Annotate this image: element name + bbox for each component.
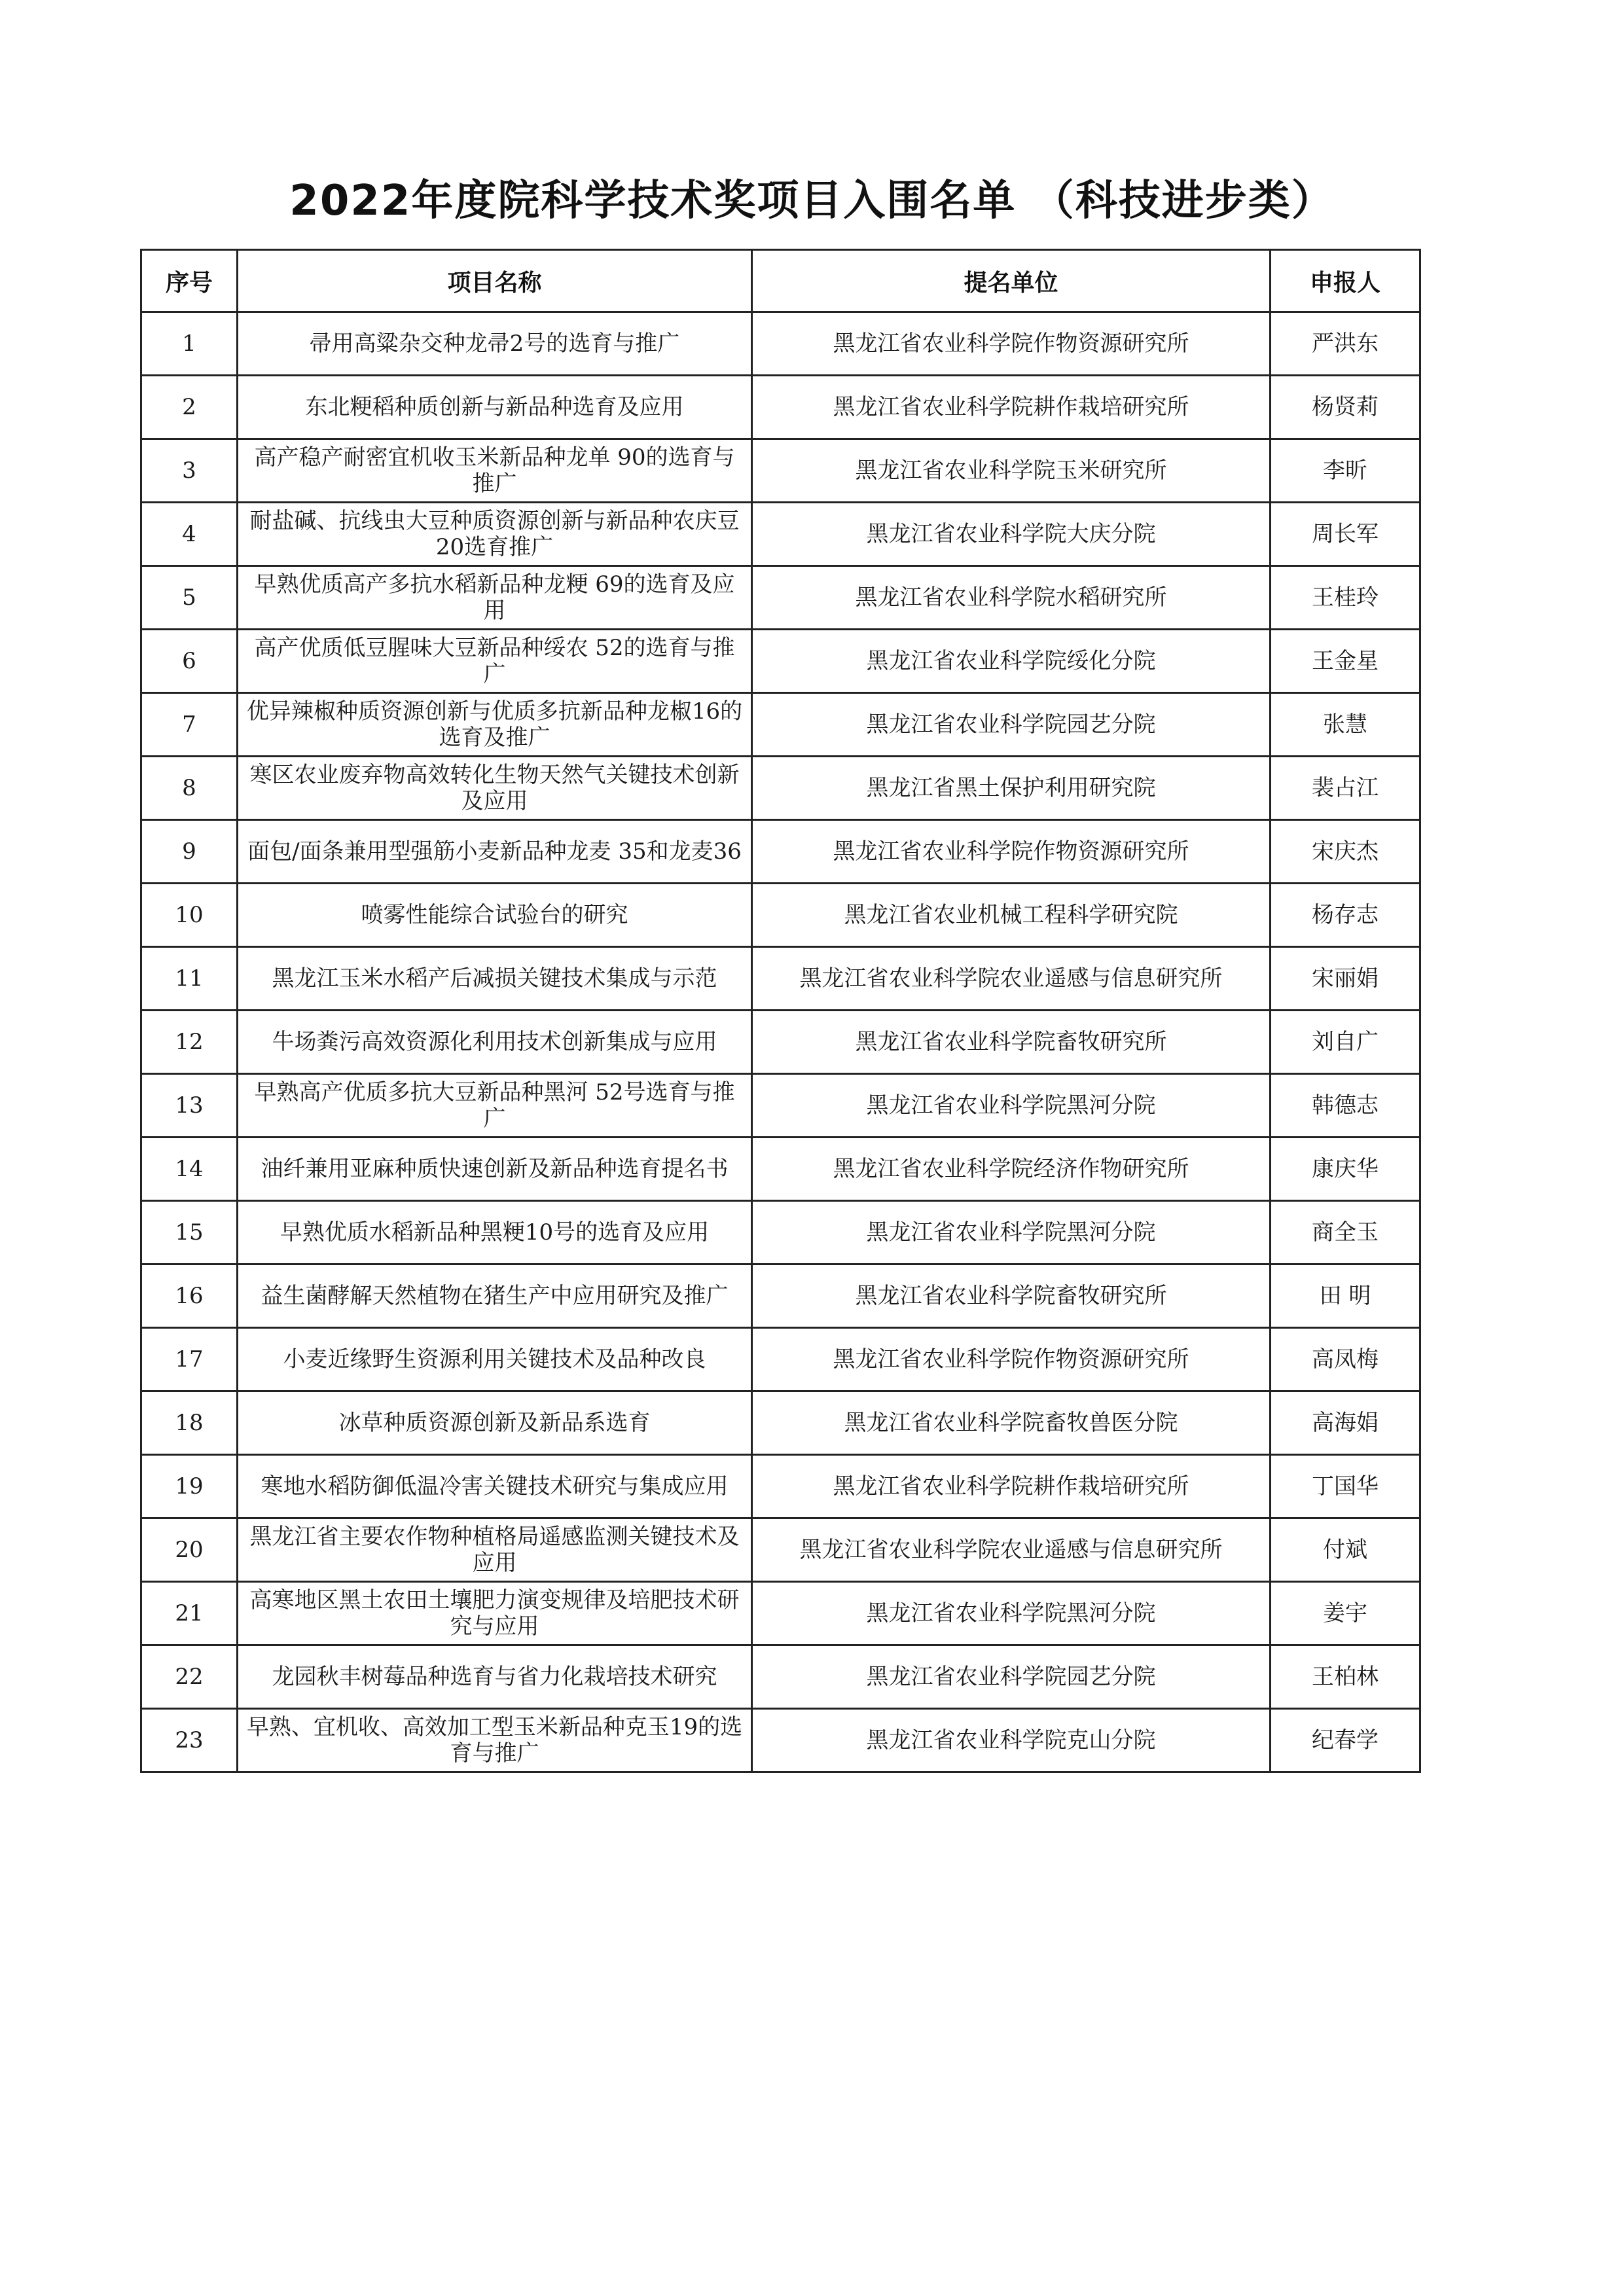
table-row	[141, 1328, 1420, 1391]
cell-unit: 黑龙江省农业机械工程科学研究院	[752, 884, 1271, 947]
cell-project: 寒区农业废弃物高效转化生物天然气关键技术创新及应用	[238, 757, 752, 820]
cell-project: 黑龙江玉米水稻产后减损关键技术集成与示范	[238, 947, 752, 1011]
cell-seq: 10	[141, 884, 238, 947]
cell-unit: 黑龙江省农业科学院作物资源研究所	[752, 312, 1271, 376]
cell-project: 高产稳产耐密宜机收玉米新品种龙单 90的选育与推广	[238, 439, 752, 503]
table-row	[141, 1391, 1420, 1455]
cell-unit: 黑龙江省农业科学院耕作栽培研究所	[752, 1455, 1271, 1518]
cell-seq: 7	[141, 693, 238, 757]
cell-unit: 黑龙江省黑土保护利用研究院	[752, 757, 1271, 820]
cell-applicant: 杨存志	[1271, 884, 1420, 947]
table-row	[141, 1138, 1420, 1201]
nominee-table	[140, 249, 1421, 1773]
cell-unit: 黑龙江省农业科学院作物资源研究所	[752, 820, 1271, 884]
cell-project: 高寒地区黑土农田土壤肥力演变规律及培肥技术研究与应用	[238, 1582, 752, 1645]
table-row	[141, 503, 1420, 566]
cell-project: 东北粳稻种质创新与新品种选育及应用	[238, 376, 752, 439]
cell-seq: 14	[141, 1138, 238, 1201]
cell-seq: 3	[141, 439, 238, 503]
cell-project: 帚用高粱杂交种龙帚2号的选育与推广	[238, 312, 752, 376]
cell-applicant: 田 明	[1271, 1265, 1420, 1328]
table-row	[141, 884, 1420, 947]
table-row	[141, 947, 1420, 1011]
header-unit: 提名单位	[752, 250, 1271, 312]
cell-applicant: 高海娟	[1271, 1391, 1420, 1455]
cell-project: 早熟高产优质多抗大豆新品种黑河 52号选育与推广	[238, 1074, 752, 1138]
cell-seq: 12	[141, 1011, 238, 1074]
cell-project: 面包/面条兼用型强筋小麦新品种龙麦 35和龙麦36	[238, 820, 752, 884]
table-row	[141, 1455, 1420, 1518]
cell-unit: 黑龙江省农业科学院经济作物研究所	[752, 1138, 1271, 1201]
table-row	[141, 566, 1420, 630]
cell-applicant: 宋庆杰	[1271, 820, 1420, 884]
cell-project: 喷雾性能综合试验台的研究	[238, 884, 752, 947]
cell-applicant: 丁国华	[1271, 1455, 1420, 1518]
cell-seq: 15	[141, 1201, 238, 1265]
cell-unit: 黑龙江省农业科学院畜牧研究所	[752, 1011, 1271, 1074]
cell-project: 益生菌酵解天然植物在猪生产中应用研究及推广	[238, 1265, 752, 1328]
cell-applicant: 宋丽娟	[1271, 947, 1420, 1011]
cell-applicant: 周长军	[1271, 503, 1420, 566]
cell-seq: 19	[141, 1455, 238, 1518]
cell-unit: 黑龙江省农业科学院大庆分院	[752, 503, 1271, 566]
cell-seq: 21	[141, 1582, 238, 1645]
cell-seq: 22	[141, 1645, 238, 1709]
cell-applicant: 王金星	[1271, 630, 1420, 693]
cell-unit: 黑龙江省农业科学院园艺分院	[752, 693, 1271, 757]
cell-seq: 8	[141, 757, 238, 820]
cell-applicant: 康庆华	[1271, 1138, 1420, 1201]
cell-unit: 黑龙江省农业科学院畜牧兽医分院	[752, 1391, 1271, 1455]
cell-seq: 4	[141, 503, 238, 566]
table-row	[141, 693, 1420, 757]
table-row	[141, 1265, 1420, 1328]
cell-unit: 黑龙江省农业科学院玉米研究所	[752, 439, 1271, 503]
cell-seq: 9	[141, 820, 238, 884]
cell-applicant: 张慧	[1271, 693, 1420, 757]
cell-seq: 11	[141, 947, 238, 1011]
table-row	[141, 376, 1420, 439]
cell-seq: 17	[141, 1328, 238, 1391]
table-header-row	[141, 250, 1420, 312]
table-row	[141, 312, 1420, 376]
cell-applicant: 韩德志	[1271, 1074, 1420, 1138]
table-row	[141, 757, 1420, 820]
cell-project: 龙园秋丰树莓品种选育与省力化栽培技术研究	[238, 1645, 752, 1709]
cell-unit: 黑龙江省农业科学院黑河分院	[752, 1582, 1271, 1645]
cell-unit: 黑龙江省农业科学院园艺分院	[752, 1645, 1271, 1709]
cell-applicant: 裴占江	[1271, 757, 1420, 820]
header-seq: 序号	[141, 250, 238, 312]
cell-seq: 6	[141, 630, 238, 693]
table-row	[141, 1011, 1420, 1074]
cell-unit: 黑龙江省农业科学院黑河分院	[752, 1201, 1271, 1265]
cell-applicant: 姜宇	[1271, 1582, 1420, 1645]
table-row	[141, 439, 1420, 503]
cell-project: 小麦近缘野生资源利用关键技术及品种改良	[238, 1328, 752, 1391]
cell-unit: 黑龙江省农业科学院黑河分院	[752, 1074, 1271, 1138]
table-row	[141, 630, 1420, 693]
table-row	[141, 1518, 1420, 1582]
table-row	[141, 1201, 1420, 1265]
cell-project: 牛场粪污高效资源化利用技术创新集成与应用	[238, 1011, 752, 1074]
table-row	[141, 1709, 1420, 1772]
cell-unit: 黑龙江省农业科学院绥化分院	[752, 630, 1271, 693]
cell-seq: 16	[141, 1265, 238, 1328]
cell-project: 早熟、宜机收、高效加工型玉米新品种克玉19的选育与推广	[238, 1709, 752, 1772]
cell-seq: 20	[141, 1518, 238, 1582]
cell-project: 高产优质低豆腥味大豆新品种绥农 52的选育与推广	[238, 630, 752, 693]
cell-unit: 黑龙江省农业科学院畜牧研究所	[752, 1265, 1271, 1328]
cell-unit: 黑龙江省农业科学院耕作栽培研究所	[752, 376, 1271, 439]
cell-applicant: 商全玉	[1271, 1201, 1420, 1265]
table-row	[141, 1645, 1420, 1709]
cell-applicant: 严洪东	[1271, 312, 1420, 376]
cell-seq: 13	[141, 1074, 238, 1138]
cell-project: 优异辣椒种质资源创新与优质多抗新品种龙椒16的选育及推广	[238, 693, 752, 757]
cell-project: 早熟优质高产多抗水稻新品种龙粳 69的选育及应用	[238, 566, 752, 630]
cell-unit: 黑龙江省农业科学院作物资源研究所	[752, 1328, 1271, 1391]
cell-applicant: 高凤梅	[1271, 1328, 1420, 1391]
cell-seq: 1	[141, 312, 238, 376]
header-project: 项目名称	[238, 250, 752, 312]
table-row	[141, 1582, 1420, 1645]
cell-applicant: 李昕	[1271, 439, 1420, 503]
cell-project: 冰草种质资源创新及新品系选育	[238, 1391, 752, 1455]
cell-project: 早熟优质水稻新品种黑粳10号的选育及应用	[238, 1201, 752, 1265]
cell-applicant: 杨贤莉	[1271, 376, 1420, 439]
cell-project: 寒地水稻防御低温冷害关键技术研究与集成应用	[238, 1455, 752, 1518]
table-row	[141, 1074, 1420, 1138]
cell-seq: 18	[141, 1391, 238, 1455]
cell-applicant: 纪春学	[1271, 1709, 1420, 1772]
cell-applicant: 王桂玲	[1271, 566, 1420, 630]
cell-unit: 黑龙江省农业科学院克山分院	[752, 1709, 1271, 1772]
cell-project: 黑龙江省主要农作物种植格局遥感监测关键技术及应用	[238, 1518, 752, 1582]
table-row	[141, 820, 1420, 884]
cell-applicant: 付斌	[1271, 1518, 1420, 1582]
cell-seq: 23	[141, 1709, 238, 1772]
cell-applicant: 王柏林	[1271, 1645, 1420, 1709]
cell-project: 耐盐碱、抗线虫大豆种质资源创新与新品种农庆豆20选育推广	[238, 503, 752, 566]
cell-applicant: 刘自广	[1271, 1011, 1420, 1074]
cell-seq: 2	[141, 376, 238, 439]
cell-unit: 黑龙江省农业科学院农业遥感与信息研究所	[752, 947, 1271, 1011]
cell-unit: 黑龙江省农业科学院水稻研究所	[752, 566, 1271, 630]
page-title: 2022年度院科学技术奖项目入围名单 （科技进步类）	[289, 177, 1335, 225]
cell-unit: 黑龙江省农业科学院农业遥感与信息研究所	[752, 1518, 1271, 1582]
header-applicant: 申报人	[1271, 250, 1420, 312]
cell-project: 油纤兼用亚麻种质快速创新及新品种选育提名书	[238, 1138, 752, 1201]
cell-seq: 5	[141, 566, 238, 630]
